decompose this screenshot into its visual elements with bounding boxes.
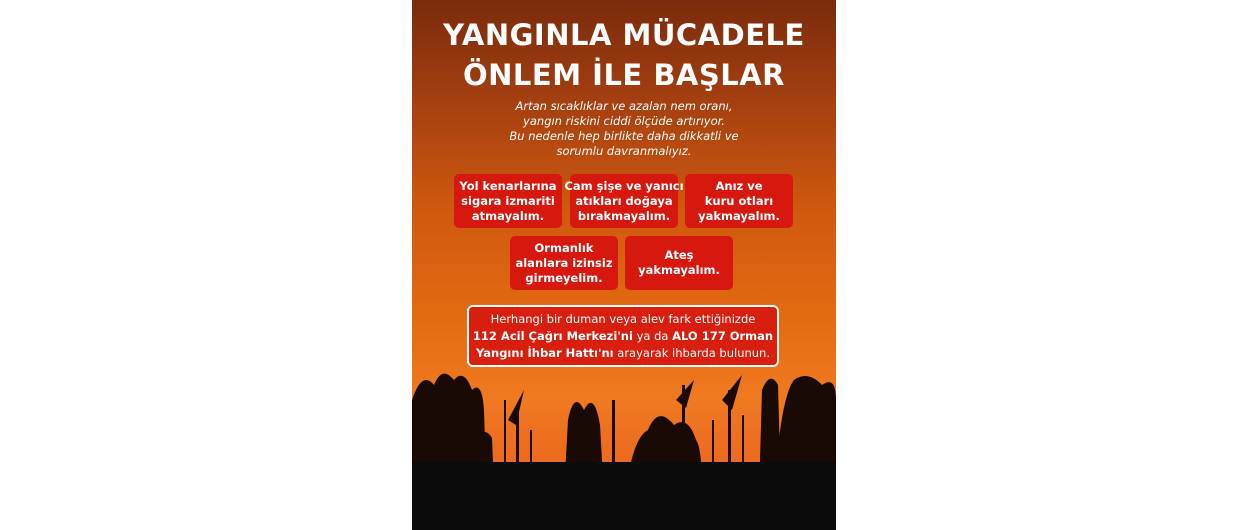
notice-line-2 (469, 328, 777, 345)
tip-card-cigarette (454, 174, 562, 228)
tip-card-line: Ormanlık (534, 240, 594, 255)
notice-line-1: Herhangi bir duman veya alev fark ettiğinizde (490, 311, 756, 326)
tip-card-line: yakmayalım. (698, 208, 780, 223)
tip-card-glass (564, 174, 684, 228)
intro-line: sorumlu davranmalıyız. (556, 144, 692, 158)
tc-label: T.C. (272, 482, 280, 487)
intro-text (472, 99, 776, 159)
title-line-2: ÖNLEM İLE BAŞLAR (462, 58, 786, 92)
intro-line: Bu nedenle hep birlikte daha dikkatli ve (509, 129, 739, 143)
tip-card-line: sigara izmariti (461, 193, 555, 208)
tip-card-line: atmayalım. (471, 208, 545, 223)
footer-bar (412, 462, 836, 530)
intro-line: yangın riskini ciddi ölçüde artırıyor. (523, 114, 725, 128)
tip-card-line: Cam şişe ve yanıcı (564, 178, 684, 193)
notice-hotline: ALO 177 Orman (672, 328, 774, 343)
tip-card-forest (510, 236, 618, 290)
municipality-sub: BELEDİYESİ (284, 504, 315, 510)
title-line-1: YANGINLA MÜCADELE (443, 18, 805, 52)
tip-card-line: girmeyelim. (525, 270, 603, 285)
tip-card-stubble (685, 174, 793, 228)
tip-card-line: atıkları doğaya (575, 193, 673, 208)
notice-line-3 (469, 345, 777, 362)
mayor-title: EFELER BELEDİYE BAŞKANI (129, 508, 205, 514)
tip-card-fire (625, 236, 733, 290)
notice-emergency-number: 112 Acil Çağrı Merkezi'ni (472, 328, 633, 343)
tip-card-line: Ateş (664, 248, 694, 262)
tip-card-line: Anız ve (715, 178, 763, 193)
tip-card-line: alanlara izinsiz (515, 255, 613, 270)
tip-card-line: bırakmayalım. (577, 208, 671, 223)
municipality-logo (222, 468, 329, 526)
mayor-name: YETİŞKİN (126, 488, 208, 506)
notice-text: ya da (632, 328, 673, 343)
notice-hotline-cont: Yangını İhbar Hattı'nı (475, 345, 614, 360)
intro-line: Artan sıcaklıklar ve azalan nem oranı, (515, 99, 733, 113)
tip-card-line: Yol kenarlarına (459, 178, 557, 193)
tip-card-line: kuru otları (704, 193, 774, 208)
emergency-notice (467, 305, 779, 367)
poster (412, 0, 836, 530)
notice-text: arayarak ihbarda bulunun. (613, 345, 770, 360)
tip-card-line: yakmayalım. (638, 263, 720, 277)
municipality-name: EFELER (268, 486, 329, 502)
efeler-logo-icon (222, 472, 266, 522)
mayor-logo (122, 468, 212, 526)
